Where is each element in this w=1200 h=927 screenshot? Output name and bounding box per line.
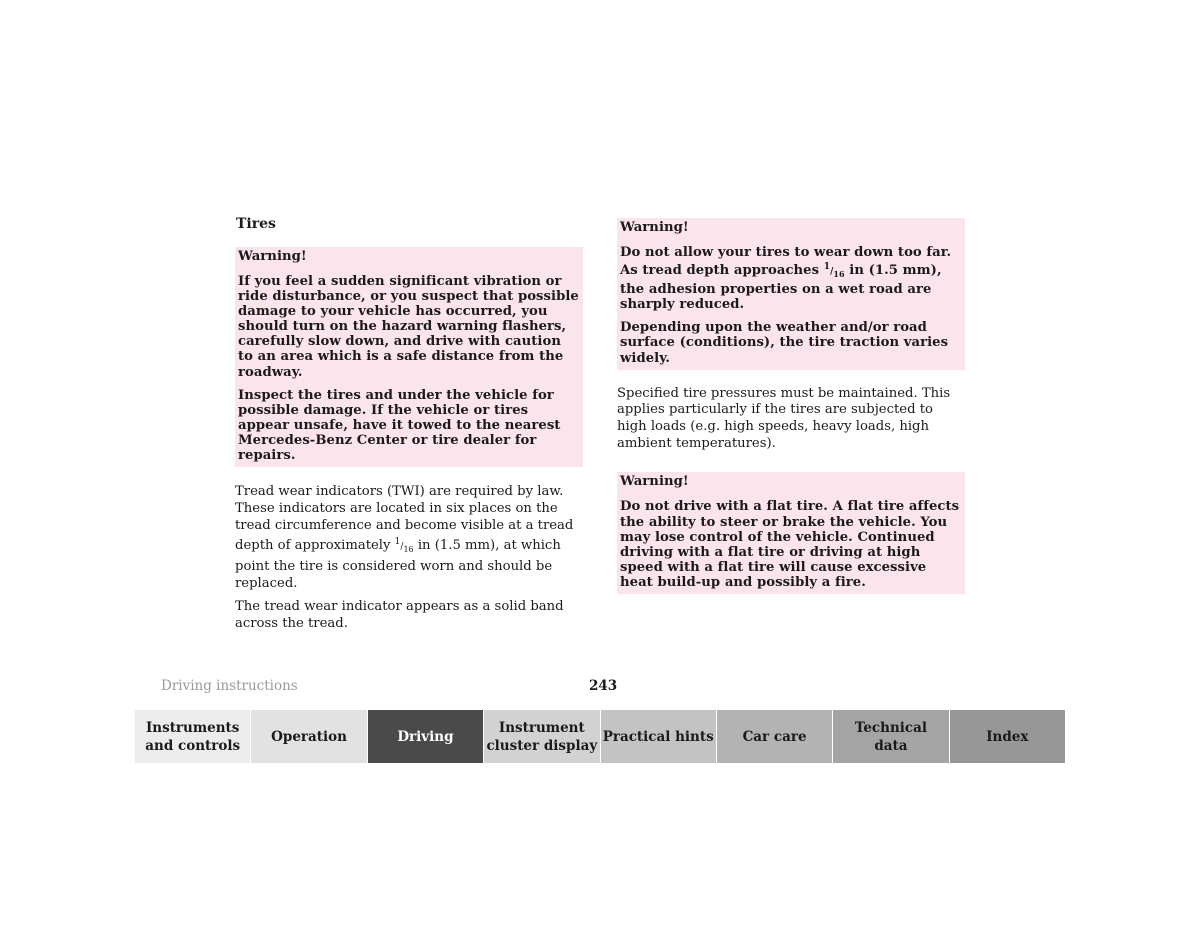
tab-driving[interactable]: Driving (368, 710, 484, 763)
page-number: 243 (589, 678, 618, 694)
tab-instruments-and-controls[interactable]: Instruments and controls (135, 710, 251, 763)
tab-technical-data[interactable]: Technical data (833, 710, 949, 763)
fraction-denominator: 16 (833, 269, 845, 280)
body-text-part: in (1.5 mm), at which point the tire is considered worn and should be replaced. (235, 538, 561, 591)
fraction: $^1/_{16}$ (823, 262, 845, 280)
section-title: Tires (236, 216, 276, 232)
body-paragraph-band: The tread wear indicator appears as a solid band across the tread. (235, 599, 564, 632)
tab-car-care[interactable]: Car care (717, 710, 833, 763)
warning-box-vibration (235, 247, 583, 467)
tab-instrument-cluster-display[interactable]: Instrument cluster display (484, 710, 600, 763)
tab-practical-hints[interactable]: Practical hints (601, 710, 717, 763)
warning-heading: Warning! (238, 249, 307, 264)
fraction-denominator: 16 (403, 545, 414, 555)
warning-heading: Warning! (620, 220, 689, 235)
body-text-part: Tread wear indicators (TWI) are required by law. These indicators are located in six places on the tread circumference and become visible at a tread depth of approximately (235, 484, 574, 554)
chapter-tab-bar (135, 710, 1065, 763)
warning-heading: Warning! (620, 474, 689, 490)
left-column (235, 214, 583, 640)
tab-operation[interactable]: Operation (251, 710, 367, 763)
warning-box-tread-depth (617, 218, 965, 370)
warning-paragraph: Depending upon the weather and/or road surface (conditions), the tire traction varies widely. (620, 320, 949, 366)
body-paragraph-twi (235, 484, 583, 592)
warning-box-flat-tire (617, 472, 965, 594)
warning-paragraph: Inspect the tires and under the vehicle for possible damage. If the vehicle or tires appear unsafe, have it towed to the nearest Mercedes-Benz Center or tire dealer for repairs. (238, 387, 561, 464)
warning-paragraph (620, 245, 962, 312)
fraction: $^1/_{16}$ (394, 537, 414, 555)
footer-section-label: Driving instructions (161, 678, 298, 694)
warning-paragraph: If you feel a sudden significant vibration or ride disturbance, or you suspect that possible damage to your vehicle has occurred, you should turn on the hazard warning flashers, carefully slow down, and drive with caution to an area which is a safe distance from the roadway. (238, 274, 579, 380)
tab-index[interactable]: Index (950, 710, 1065, 763)
body-paragraph-pressure: Specified tire pressures must be maintained. This applies particularly if the tires are subjected to high loads (e.g. high speeds, heavy loads, high ambient temperatures). (617, 385, 951, 451)
warning-text-part: Do not allow your tires to wear down too far. As tread depth approaches (620, 245, 952, 279)
warning-text-part: in (1.5 mm), the adhesion properties on a wet road are sharply reduced. (620, 263, 942, 313)
fraction-numerator: 1 (394, 537, 401, 548)
fraction-numerator: 1 (823, 262, 831, 273)
warning-paragraph: Do not drive with a flat tire. A flat tire affects the ability to steer or brake the vehicle. You may lose control of the vehicle. Continued driving with a flat tire or driving at high speed with a flat tire will cause excessive heat build-up and possibly a fire. (620, 499, 960, 590)
right-column (617, 218, 965, 594)
